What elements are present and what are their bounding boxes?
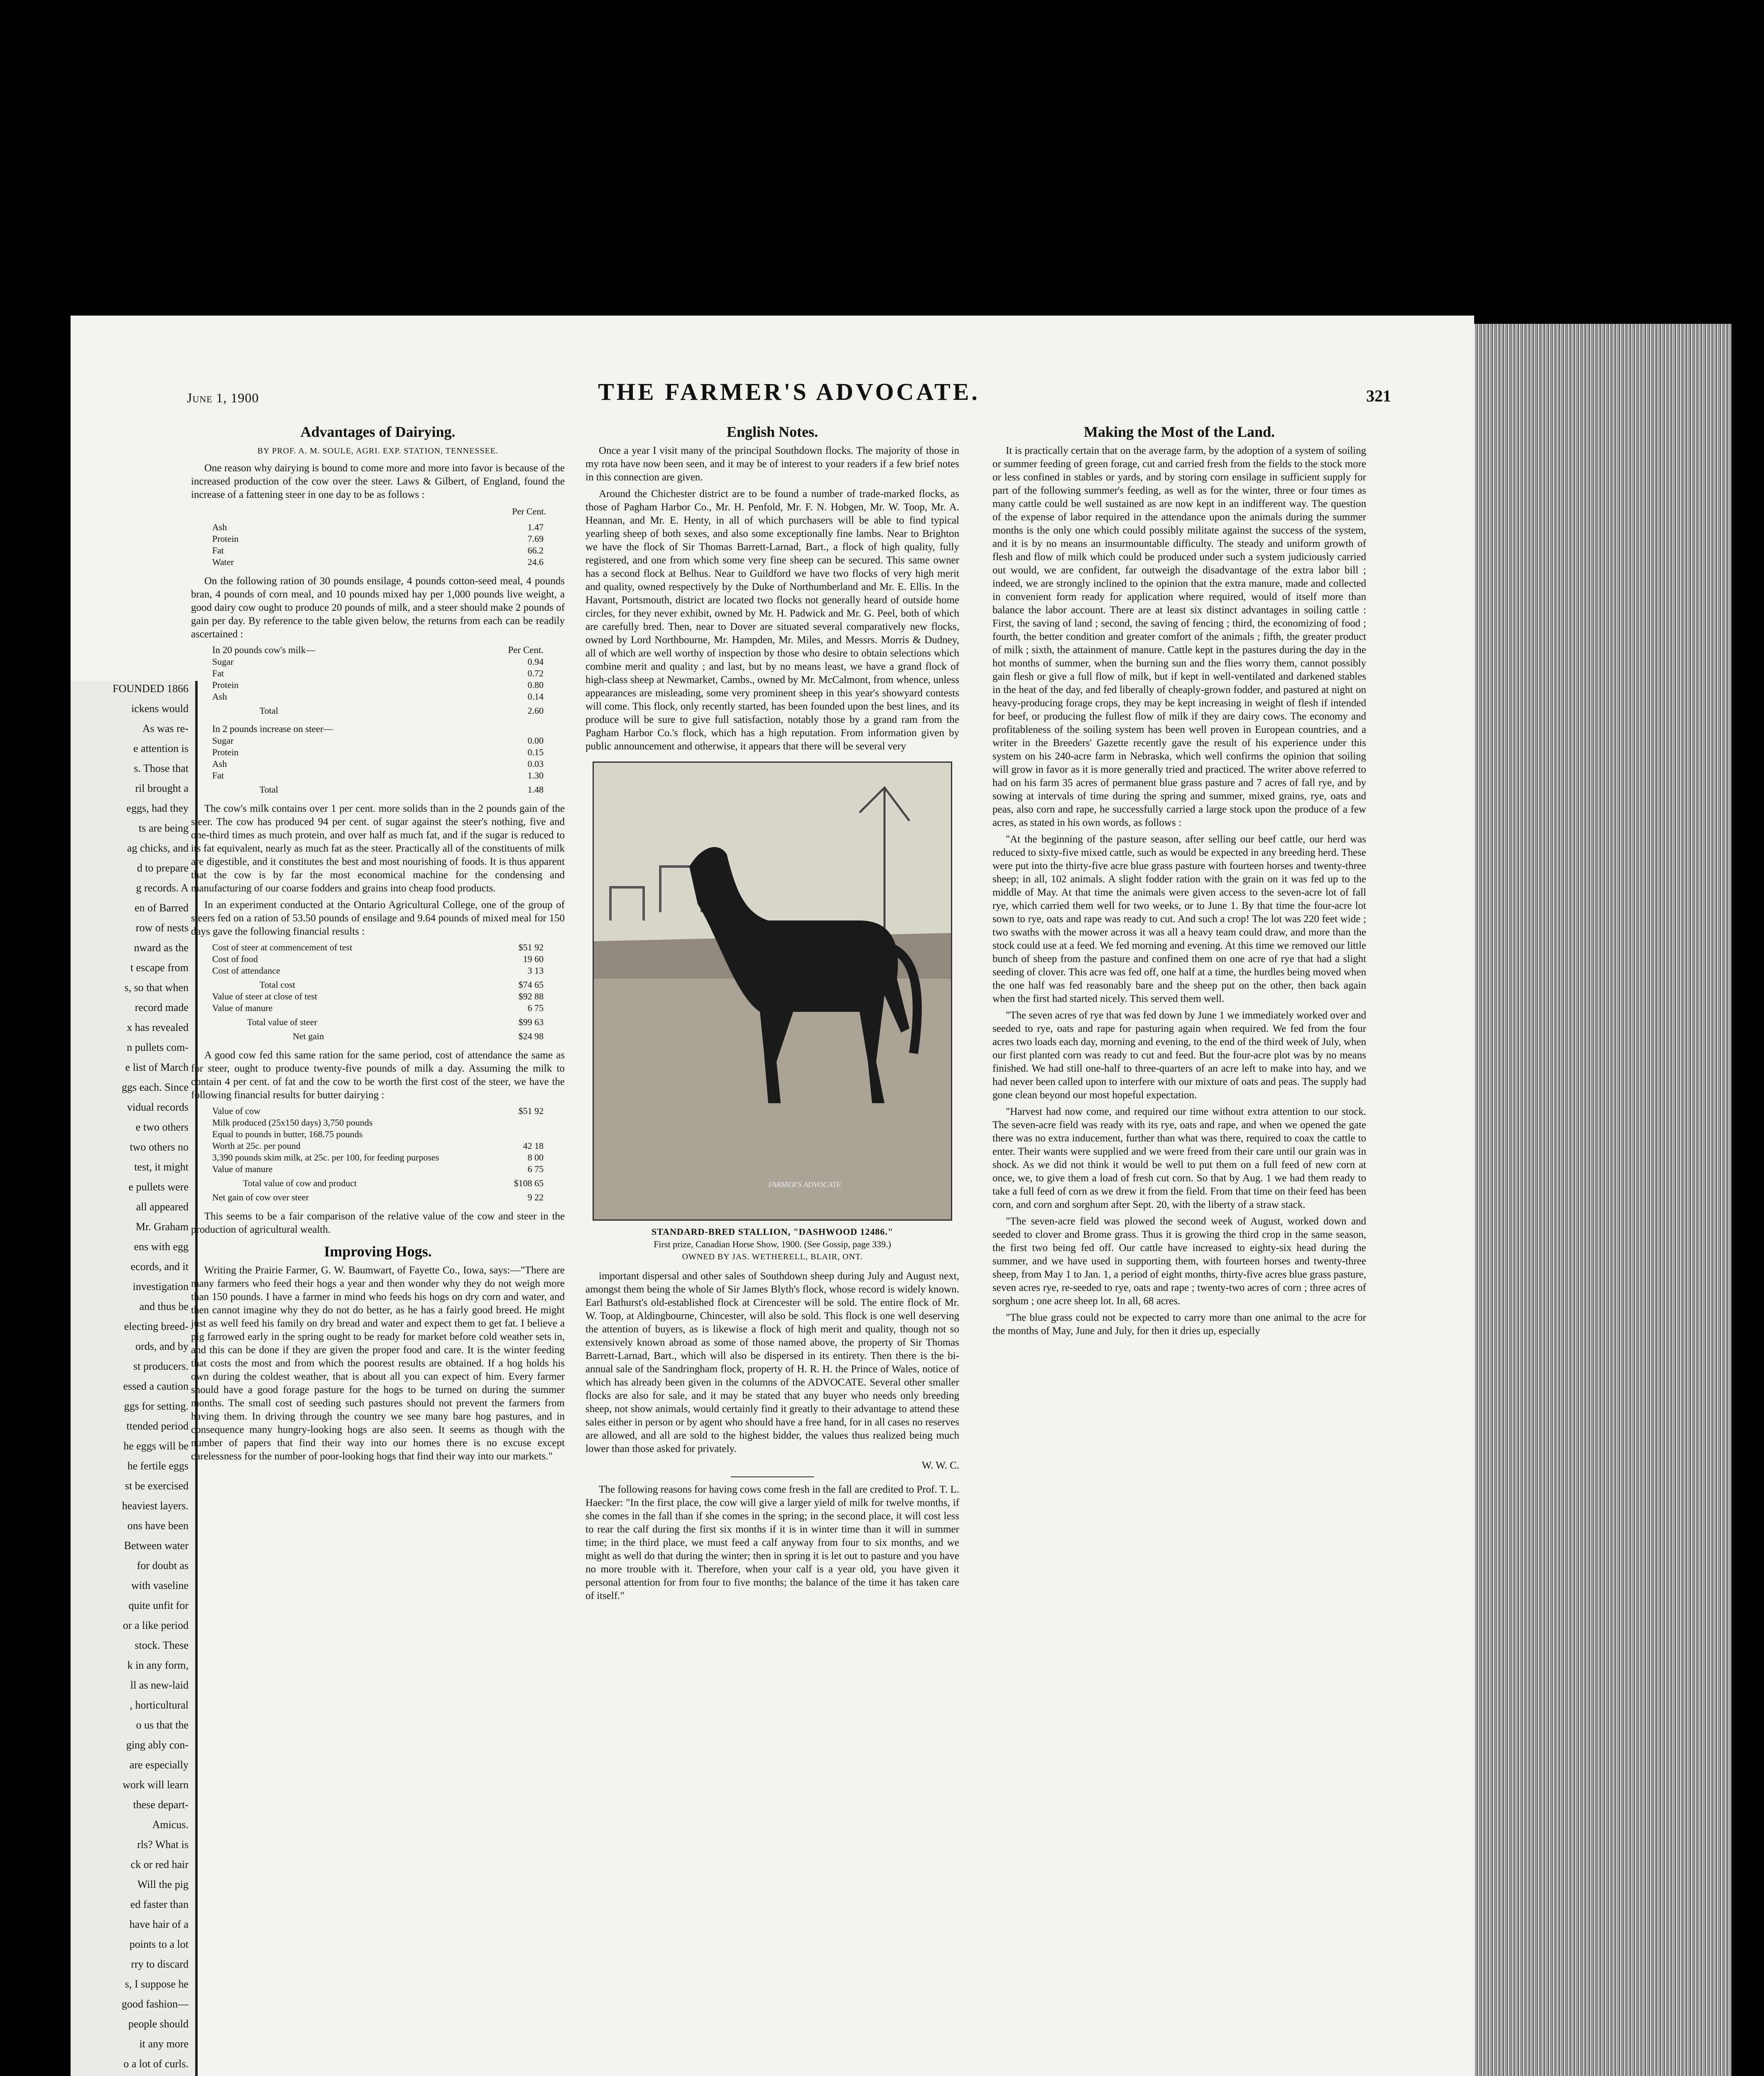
table-row: Value of cow $51 92	[212, 1106, 544, 1116]
signature: W. W. C.	[921, 1460, 959, 1471]
steer-increase-table	[210, 521, 546, 568]
table-row: Milk produced (25x150 days) 3,750 pounds	[212, 1117, 373, 1128]
page-header	[187, 378, 1391, 415]
page-number: 321	[1366, 387, 1391, 405]
table-row: Equal to pounds in butter, 168.75 pounds	[212, 1129, 363, 1139]
paragraph: "At the beginning of the pasture season, after selling our beef cattle, our herd was reduced to sixty-five mixed cattle, such as would be expected in any breeding herd. These were put into the thirty-five acre blue grass pasture with fourteen horses and twenty-three sheep; in all, 102 animals. A slight fodder ration with the grain on it was fed up to the middle of May. At that time the animals were given access to the seven-acre lot of fall rye, which carried them well for two weeks, or to June 1. By that time the four-acre lot sown to rye, oats and rape was ready to cut. And such a crop! The lot was 220 feet wide ; two swaths with the mower across it was all a heavy team could draw, and more than the stock could use at a feed. We fed morning and evening. At this time we removed our little bunch of sheep from the pasture and confined them on one acre of rye that had a slight seeding of clover. This acre was fed off, one half at a time, the hurdles being moved when the one half was fed reasonably bare and the sheep put on the other, then back again when the first had started nicely. This served them well.	[992, 834, 1366, 1004]
previous-page-fragment: s, I suppose he	[125, 1978, 189, 1990]
previous-page-fragment: good fashion—	[121, 1998, 189, 2010]
previous-page-fragment: rry to discard	[131, 1958, 189, 1970]
paragraph: This seems to be a fair comparison of the relative value of the cow and steer in the production of agricultural wealth.	[191, 1211, 565, 1235]
steer-gain-table	[210, 723, 546, 796]
paragraph: One reason why dairying is bound to come more and more into favor is because of the increased production of the cow over the steer. Laws & Gilbert, of England, found the increase of a fattening steer in one day to be as follows :	[191, 463, 565, 500]
previous-page-fragment: ecords, and it	[130, 1261, 189, 1273]
previous-page-fragment: essed a caution	[123, 1380, 189, 1392]
table-row: Fat 66.2	[212, 545, 544, 556]
previous-page-fragment: ords, and by	[135, 1340, 189, 1352]
previous-page-fragment: t escape from	[130, 962, 189, 974]
table-total-row: Total cost $74 65	[260, 979, 544, 990]
previous-page-fragment: o a lot of curls.	[123, 2058, 189, 2070]
previous-page-strip	[71, 681, 198, 2076]
previous-page-fragment: ens with egg	[134, 1241, 189, 1253]
previous-page-fragment: o us that the	[136, 1719, 189, 1731]
previous-page-fragment: Between water	[124, 1540, 189, 1552]
byline: BY PROF. A. M. SOULE, AGRI. EXP. STATION, TENNESSEE.	[257, 446, 498, 455]
paragraph: Once a year I visit many of the principal Southdown flocks. The majority of those in my rota have now been seen, and it may be of interest to your readers if a few brief notes in this connection are given.	[586, 445, 959, 483]
column-1	[191, 424, 565, 1466]
previous-page-fragment: it any more	[139, 2038, 189, 2050]
previous-page-fragment: g records. A	[136, 882, 189, 894]
previous-page-fragment: k in any form,	[127, 1659, 189, 1671]
table-row: Protein 7.69	[212, 534, 544, 544]
paragraph: Around the Chichester district are to be found a number of trade-marked flocks, as those of Pagham Harbor Co., Mr. H. Penfold, Mr. F. N. Hobgen, Mr. W. Toop, Mr. A. Heannan, and Mr. E. Henty, in all of which purchasers will be able to find typical yearling sheep of both sexes, and also some exceptionally fine lambs. Near to Brighton we have the flock of Sir Thomas Barrett-Larnad, Bart., a flock of high quality, fully registered, and one from which some very fine sheep can be secured. This same owner has a second flock at Belhus. Near to Guildford we have two flocks of very high merit and quality, owned respectively by the Duke of Northumberland and Mr. E. Ellis. In the Havant, Portsmouth, district are located two flocks not generally heard of outside home circles, for they never exhibit, owned by Mr. H. Padwick and Mr. G. Peel, both of which are carefully bred. Then, near to Dover are situated several comparatively new flocks, owned by Lord Northbourne, Mr. Hampden, Mr. Miles, and Messrs. Morris & Dudney, all of which are well worthy of inspection by those who desire to obtain selections which combine merit and quality ; and last, but by no means least, we have a grand flock of high-class sheep at Newmarket, Cambs., owned by Mr. McCalmont, from whence, unless appearances are misleading, some very prominent sheep in this year's showyard contests will come. This flock, only recently started, has been founded upon the best lines, and its produce will be sure to give full satisfaction, notably those by a grand ram from the Pagham Harbor Co.'s flock, which has a high reputation. From information given by public announcement and otherwise, it appears that there will be several very	[586, 488, 959, 752]
column-3	[992, 424, 1366, 1341]
previous-page-fragment: test, it might	[134, 1161, 189, 1173]
previous-page-fragment: he eggs will be	[123, 1440, 189, 1452]
photo-watermark: FARMER'S ADVOCATE	[768, 1180, 841, 1189]
previous-page-fragment: vidual records	[127, 1101, 189, 1113]
previous-page-fragment: these depart-	[133, 1799, 189, 1811]
table-row: Water 24.6	[212, 557, 544, 567]
previous-page-fragment: s. Those that	[134, 762, 189, 774]
photo-caption	[586, 1226, 959, 1263]
previous-page-fragment: eggs, had they	[126, 802, 189, 814]
previous-page-fragment: he fertile eggs	[127, 1460, 189, 1472]
table-row: Protein 0.80	[212, 680, 544, 690]
previous-page-fragment: Mr. Graham	[135, 1221, 189, 1233]
previous-page-fragment: ggs for setting.	[124, 1400, 189, 1412]
previous-page-fragment: en of Barred	[135, 902, 189, 914]
previous-page-fragment: electing breed-	[124, 1320, 189, 1332]
previous-page-fragment: ag chicks, and	[127, 842, 189, 854]
previous-page-fragment: ril brought a	[135, 782, 189, 794]
previous-page-fragment: work will learn	[122, 1779, 189, 1791]
previous-page-fragment: ll as new-laid	[130, 1679, 189, 1691]
previous-page-fragment: x has revealed	[127, 1021, 189, 1033]
table-row: Fat 1.30	[212, 770, 544, 781]
table-total-row: Total value of cow and product $108 65	[243, 1178, 544, 1188]
table-total-row: Total value of steer $99 63	[247, 1017, 544, 1027]
previous-page-fragment: As was re-	[142, 722, 189, 734]
divider	[731, 1476, 814, 1477]
table-row: Cost of attendance 3 13	[212, 965, 544, 976]
cow-financial-table	[210, 1105, 546, 1203]
paragraph: Writing the Prairie Farmer, G. W. Baumwart, of Fayette Co., Iowa, says:—"There are many farmers who feed their hogs a year and then wonder why they do not weigh more than 150 pounds. I have a farmer in mind who feeds his hogs on dry corn and water, and then cannot imagine why they do not do better, as he has a fairly good breed. He might just as well feed his family on dry bread and water and expect them to get fat. I believe a pig farrowed early in the spring ought to be ready for market before cold weather sets in, and this can be done if they are given the proper food and care. It is the winter feeding that costs the most and from which the poorest results are obtained. If a hog holds his own during the coldest weather, that is about all you can expect of him. Every farmer should have a good forage pasture for the hogs to be turned on during the summer months. The small cost of seeding such pastures should not prevent the farmers from having them. In driving through the country we see many bare hog pastures, and in consequence many hungry-looking hogs are also seen. It seems as though with the number of papers that find their way into our homes there is no excuse except carelessness for the number of poor-looking hogs that find their way into our markets."	[191, 1265, 565, 1462]
previous-page-fragment: e pullets were	[128, 1181, 189, 1193]
previous-page-fragment: s, so that when	[124, 982, 189, 994]
table-total-row: Total 1.48	[260, 784, 544, 795]
previous-page-fragment: , horticultural	[130, 1699, 189, 1711]
table-row: 3,390 pounds skim milk, at 25c. per 100, for feeding purposes 8 00	[212, 1152, 544, 1163]
table-row: Protein 0.15	[212, 747, 544, 757]
column-2	[586, 424, 959, 1606]
paragraph: important dispersal and other sales of Southdown sheep during July and August next, amongst them being the whole of Sir James Blyth's flock, whose record is widely known. Earl Bathurst's old-established flock at Cirencester will be sold. The entire flock of Mr. W. Toop, at Aldingbourne, Chincester, will also be sold. This flock is one well deserving the attention of buyers, as is likewise a flock of high merit and quality, though not so extensively known abroad as some of those named above, the property of Sir Thomas Barrett-Larnad, Bart., which will also be dispersed in its entirety. Then there is the bi-annual sale of the Sandringham flock, property of H. R. H. the Prince of Wales, notice of which has already been given in the columns of the ADVOCATE. Several other smaller flocks are also for sale, and it may be stated that any buyer who needs only breeding sheep, not show animals, would certainly find it greatly to their advantage to attend these sales either in person or by agent who should have a free hand, for in all cases no reserves are allowed, and all are sold to the highest bidder, the values thus realized being much lower than those asked for privately.	[586, 1271, 959, 1454]
previous-page-fragment: heaviest layers.	[122, 1500, 189, 1512]
previous-page-fragment: nward as the	[134, 942, 189, 954]
table-row: Ash 0.03	[212, 759, 544, 769]
paragraph: The following reasons for having cows come fresh in the fall are credited to Prof. T. L. Haecker: "In the first place, the cow will give a larger yield of milk for twelve months, if she comes in the fall than if she comes in the spring; in the second place, it will cost less to rear the calf during the first six months if it is in winter time than it will in summer time; in the third place, we must feed a calf anyway from four to six months, and we might as well do that during the winter; then in spring it is let out to pasture and you have no more trouble with it. Therefore, when your calf is a year old, you have given it personal attention for from four to five months; the balance of the time it has taken care of itself."	[586, 1484, 959, 1601]
article-title-land: Making the Most of the Land.	[1083, 424, 1275, 440]
milk-composition-table: In 20 pounds cow's milk— Per Cent. Sugar 0.94 Fat 0.72 Protein 0.80 Ash 0.14 Total 2.60	[210, 644, 546, 717]
table-row: Sugar 0.94	[212, 656, 544, 667]
paragraph: In an experiment conducted at the Ontario Agricultural College, one of the group of steers fed on a ration of 53.50 pounds of ensilage and 9.64 pounds of mixed meal for 150 days gave the following financial results :	[191, 899, 565, 937]
previous-page-fragment: rls? What is	[137, 1839, 189, 1851]
previous-page-fragment: ickens would	[131, 703, 189, 715]
table-row: Cost of steer at commencement of test $51 92	[212, 942, 544, 952]
previous-page-fragment: ts are being	[139, 822, 189, 834]
previous-page-fragment: for doubt as	[137, 1559, 189, 1572]
previous-page-fragment: d to prepare	[137, 862, 189, 874]
previous-page-fragment: points to a lot	[129, 1938, 189, 1950]
table-row: Value of manure 6 75	[212, 1164, 544, 1174]
caption-owner: OWNED BY JAS. WETHERELL, BLAIR, ONT.	[682, 1252, 863, 1261]
previous-page-fragment: quite unfit for	[128, 1599, 189, 1611]
previous-page-fragment: all appeared	[136, 1201, 189, 1213]
table-total-row: Net gain of cow over steer 9 22	[212, 1192, 544, 1202]
previous-page-fragment: with vaseline	[131, 1579, 189, 1591]
previous-page-fragment: e attention is	[133, 742, 189, 754]
paragraph: "Harvest had now come, and required our time without extra attention to our stock. The seven-acre field was ready with its rye, oats and rape, and when we opened the gate there was no extra inducement, further than what was there, required to coax the cattle to enter. Their wants were supplied and we were freed from their care until our grain was in shock. As we did not think it would be well to put them on a full feed of new corn at once, we, to give them a load of fresh cut corn. So that by Aug. 1 we had them ready to take a full feed of corn as we drew it from the field. From that time on their feed has been corn, and corn and sorghum after Sept. 20, with the liberty of a straw stack.	[992, 1106, 1366, 1210]
caption-title: STANDARD-BRED STALLION, "DASHWOOD 12486."	[651, 1227, 894, 1237]
previous-page-fragment: record made	[135, 1001, 189, 1014]
table-row: Value of manure 6 75	[212, 1003, 544, 1013]
table-row: Ash 0.14	[212, 691, 544, 702]
previous-page-fragment: have hair of a	[129, 1918, 189, 1930]
paragraph: It is practically certain that on the average farm, by the adoption of a system of soiling or summer feeding of green forage, cut and carried fresh from the fields to the stock more or less confined in stables or yards, and by storing corn ensilage in sufficient supply for part of the following summer's feeding, as well as for the winter, three or four times as many cattle could be well sustained as are now kept in an indifferent way. The question of the expense of labor required in the attendance upon the animals during the summer months is the only one which could possibly militate against the success of the system, and it is by no means an insurmountable difficulty. The steady and uniform growth of flesh and flow of milk which could be produced under such a system judiciously carried out would, we are confident, far outweigh the disadvantage of the extra labor bill ; indeed, we are strongly inclined to the opinion that the extra manure, made and collected in convenient form ready for application where required, would of itself more than balance the labor account. There are at least six distinct advantages in soiling cattle : First, the saving of land ; second, the saving of fencing ; third, the economizing of food ; fourth, the better condition and greater comfort of the animals ; fifth, the greater product of milk ; sixth, the attainment of manure. Cattle kept in the pastures during the day in the hot months of summer, when the burning sun and the flies worry them, cannot possibly gain flesh or give a full flow of milk, but if kept in well-ventilated and darkened stables in the heat of the day, and fed liberally of cheaply-grown fodder, and pastured at night on heavy-producing forage crops, they may be kept increasing in weight of flesh if intended for beef, or producing the fullest flow of milk if they are dairy cows. The economy and profitableness of the soiling system has been well proven in European countries, and a writer in the Breeders' Gazette recently gave the result of his experience under this system on his 240-acre farm in Nebraska, which well confirms the opinion that soiling will grow in favor as it is more generally tried and practiced. The writer above referred to had on his farm 35 acres of permanent blue grass pasture and 7 acres of fall rye, and by sowing at intervals of time during the spring and summer, mixed grains, rye, oats and peas, also corn and rape, he successfully carried a large stock upon the produce of a few acres, as stated in his own words, as follows :	[992, 445, 1366, 828]
paragraph: A good cow fed this same ration for the same period, cost of attendance the same as for steer, ought to produce twenty-five pounds of milk a day. Assuming the milk to contain 4 per cent. of fat and the cow to be worth the first cost of the steer, we have the following financial results for butter dairying :	[191, 1050, 565, 1101]
paragraph: "The seven-acre field was plowed the second week of August, worked down and seeded to clover and Brome grass. Thus it is growing the third crop in the same season, the first two being fed off. Our cattle have increased to eighty-six head during the summer, and we have used in supporting them, with fourteen horses and twenty-three sheep, from May 1 to Jan. 1, a period of eight months, thirty-five acres blue grass pasture, seven acres rye, re-seeded to rye, oats and rape ; twenty-two acres of corn ; three acres of sorghum ; one acre sheep lot. In all, 68 acres.	[992, 1216, 1366, 1307]
paragraph: "The blue grass could not be expected to carry more than one animal to the acre for the months of May, June and July, for then it dries up, especially	[992, 1312, 1366, 1337]
table-row: Sugar 0.00	[212, 735, 544, 746]
previous-page-fragment: stock. These	[135, 1639, 189, 1651]
stallion-illustration	[594, 763, 951, 1219]
previous-page-fragment: e two others	[135, 1121, 189, 1133]
previous-page-fragment: and thus be	[139, 1300, 189, 1312]
paragraph: The cow's milk contains over 1 per cent. more solids than in the 2 pounds gain of the steer. The cow has produced 94 per cent. of sugar against the steer's nothing, five and one-third times as much protein, and over half as much fat, and if the sugar is reduced to its fat equivalent, nearly as much fat as the steer. Practically all of the constituents of milk are digestible, and it constitutes the best and most nourishing of foods. It is thus apparent that the cow is by far the most economical machine for the condensing and manufacturing of our coarse fodders and grains into cheap food products.	[191, 803, 565, 894]
previous-page-fragment: Amicus.	[152, 1819, 189, 1831]
previous-page-fragment: ck or red hair	[130, 1858, 189, 1870]
previous-page-fragment: ons have been	[127, 1520, 189, 1532]
previous-page-fragment: Will the pig	[137, 1878, 189, 1890]
previous-page-fragment: people should	[128, 2018, 189, 2030]
previous-page-fragment: two others no	[130, 1141, 189, 1153]
previous-page-fragment: n pullets com-	[127, 1041, 189, 1053]
table-row: Cost of food 19 60	[212, 954, 544, 964]
previous-page-fragment: row of nests	[135, 922, 189, 934]
previous-page-fragment: FOUNDED 1866	[113, 683, 189, 695]
issue-date: June 1, 1900	[187, 390, 259, 405]
steer-financial-table	[210, 942, 546, 1042]
previous-page-fragment: or a like period	[122, 1619, 189, 1631]
table-caption: In 20 pounds cow's milk—	[212, 645, 316, 655]
table-total-row: Net gain $24 98	[293, 1031, 544, 1041]
article-title-dairying: Advantages of Dairying.	[300, 424, 456, 440]
stallion-photo	[593, 761, 952, 1221]
table-caption: In 2 pounds increase on steer—	[212, 724, 333, 734]
book-page-edges	[1474, 324, 1732, 2076]
previous-page-fragment: ggs each. Since	[121, 1081, 189, 1093]
table-row: Ash 1.47	[212, 522, 544, 532]
article-title-hogs: Improving Hogs.	[324, 1243, 432, 1260]
table-row: Value of steer at close of test $92 88	[212, 991, 544, 1001]
table-total-row: Total 2.60	[260, 705, 544, 716]
previous-page-fragment: investigation	[132, 1280, 189, 1293]
previous-page-fragment: st be exercised	[125, 1480, 189, 1492]
previous-page-fragment: are especially	[129, 1759, 189, 1771]
table-header: Per Cent.	[512, 506, 546, 517]
caption-line: First prize, Canadian Horse Show, 1900. (See Gossip, page 339.)	[654, 1239, 891, 1249]
article-title-english-notes: English Notes.	[726, 424, 818, 440]
previous-page-fragment: ging ably con-	[126, 1739, 189, 1751]
previous-page-fragment: st producers.	[133, 1360, 189, 1372]
previous-page-fragment: ttended period	[126, 1420, 189, 1432]
table-row: Worth at 25c. per pound 42 18	[212, 1141, 544, 1151]
previous-page-fragment: e list of March	[125, 1061, 189, 1073]
paragraph: On the following ration of 30 pounds ensilage, 4 pounds cotton-seed meal, 4 pounds bran, 4 pounds of corn meal, and 10 pounds mixed hay per 1,000 pounds live weight, a good dairy cow ought to produce 20 pounds of milk, and a steer should make 2 pounds of gain per day. By reference to the table given below, the returns from each can be readily ascertained :	[191, 575, 565, 640]
newspaper-page	[71, 316, 1474, 2076]
table-row: Fat 0.72	[212, 668, 544, 678]
masthead-title: THE FARMER'S ADVOCATE.	[598, 378, 980, 405]
previous-page-fragment: ed faster than	[130, 1898, 189, 1910]
paragraph: "The seven acres of rye that was fed down by June 1 we immediately worked over and seeded to rye, oats and rape for pasturing again when required. We fed from the four acres two loads each day, morning and evening, to the end of the third week of July, when our first planted corn was ready to cut and feed. But the four-acre plot was by no means finished. We had still one-half to three-quarters of an acre left to make into hay, and we had never been called upon to interfere with our mixture of oats and peas. The supply had gone clean beyond our most hopeful expectation.	[992, 1010, 1366, 1101]
